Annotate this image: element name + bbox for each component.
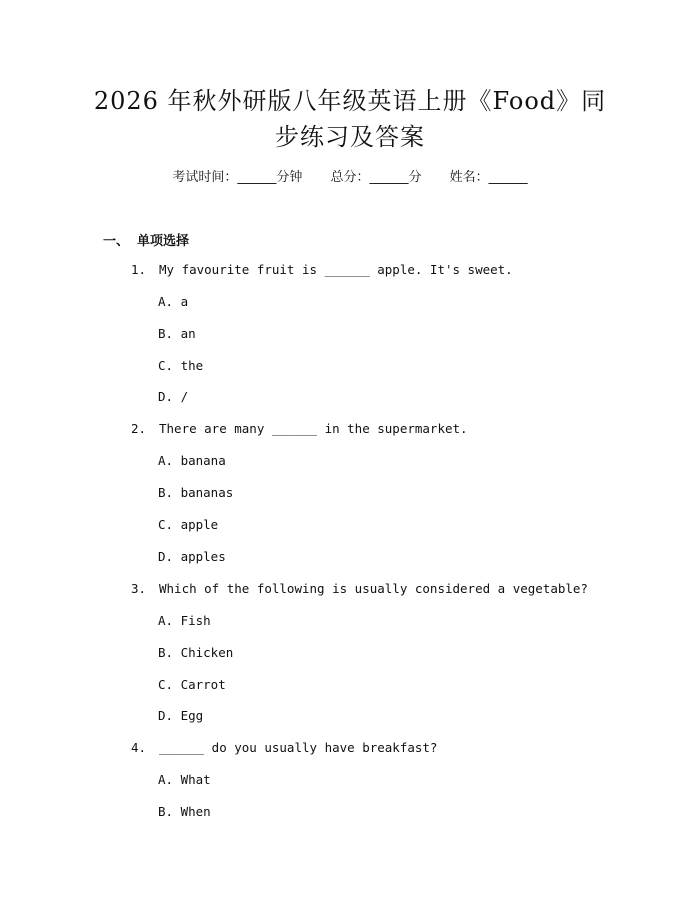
question-2-option-c: C. apple <box>158 517 219 532</box>
question-1-option-d: D. / <box>158 389 189 404</box>
section-title: 单项选择 <box>137 234 190 249</box>
question-number: 1. <box>131 262 147 277</box>
exam-time: 考试时间：______分钟 <box>172 170 303 185</box>
question-3 <box>131 581 588 596</box>
section-number: 一、 <box>103 234 130 249</box>
question-3-option-c: C. Carrot <box>158 677 226 692</box>
question-number: 2. <box>131 421 147 436</box>
question-2-option-d: D. apples <box>158 549 226 564</box>
question-number: 4. <box>131 740 147 755</box>
question-1-option-b: B. an <box>158 326 196 341</box>
question-2-option-a: A. banana <box>158 453 226 468</box>
document-title-line-2: 步练习及答案 <box>275 123 425 151</box>
question-1 <box>131 262 513 277</box>
question-4-option-b: B. When <box>158 804 211 819</box>
question-2 <box>131 421 468 436</box>
document-title-line-1: 2026 年秋外研版八年级英语上册《Food》同 <box>93 87 607 115</box>
question-number: 3. <box>131 581 147 596</box>
question-2-option-b: B. bananas <box>158 485 234 500</box>
question-3-option-d: D. Egg <box>158 708 204 723</box>
question-text: My favourite fruit is ______ apple. It's sweet. <box>159 262 513 277</box>
question-1-option-a: A. a <box>158 294 189 309</box>
question-text: Which of the following is usually considered a vegetable? <box>159 581 588 596</box>
question-1-option-c: C. the <box>158 358 204 373</box>
question-4 <box>131 740 437 755</box>
exam-info <box>0 166 700 185</box>
exam-name: 姓名：______ <box>449 170 528 185</box>
exam-score: 总分：______分 <box>330 170 422 185</box>
section-heading <box>103 230 189 249</box>
question-3-option-a: A. Fish <box>158 613 211 628</box>
question-3-option-b: B. Chicken <box>158 645 234 660</box>
question-text: ______ do you usually have breakfast? <box>159 740 438 755</box>
question-4-option-a: A. What <box>158 772 211 787</box>
question-text: There are many ______ in the supermarket. <box>159 421 468 436</box>
